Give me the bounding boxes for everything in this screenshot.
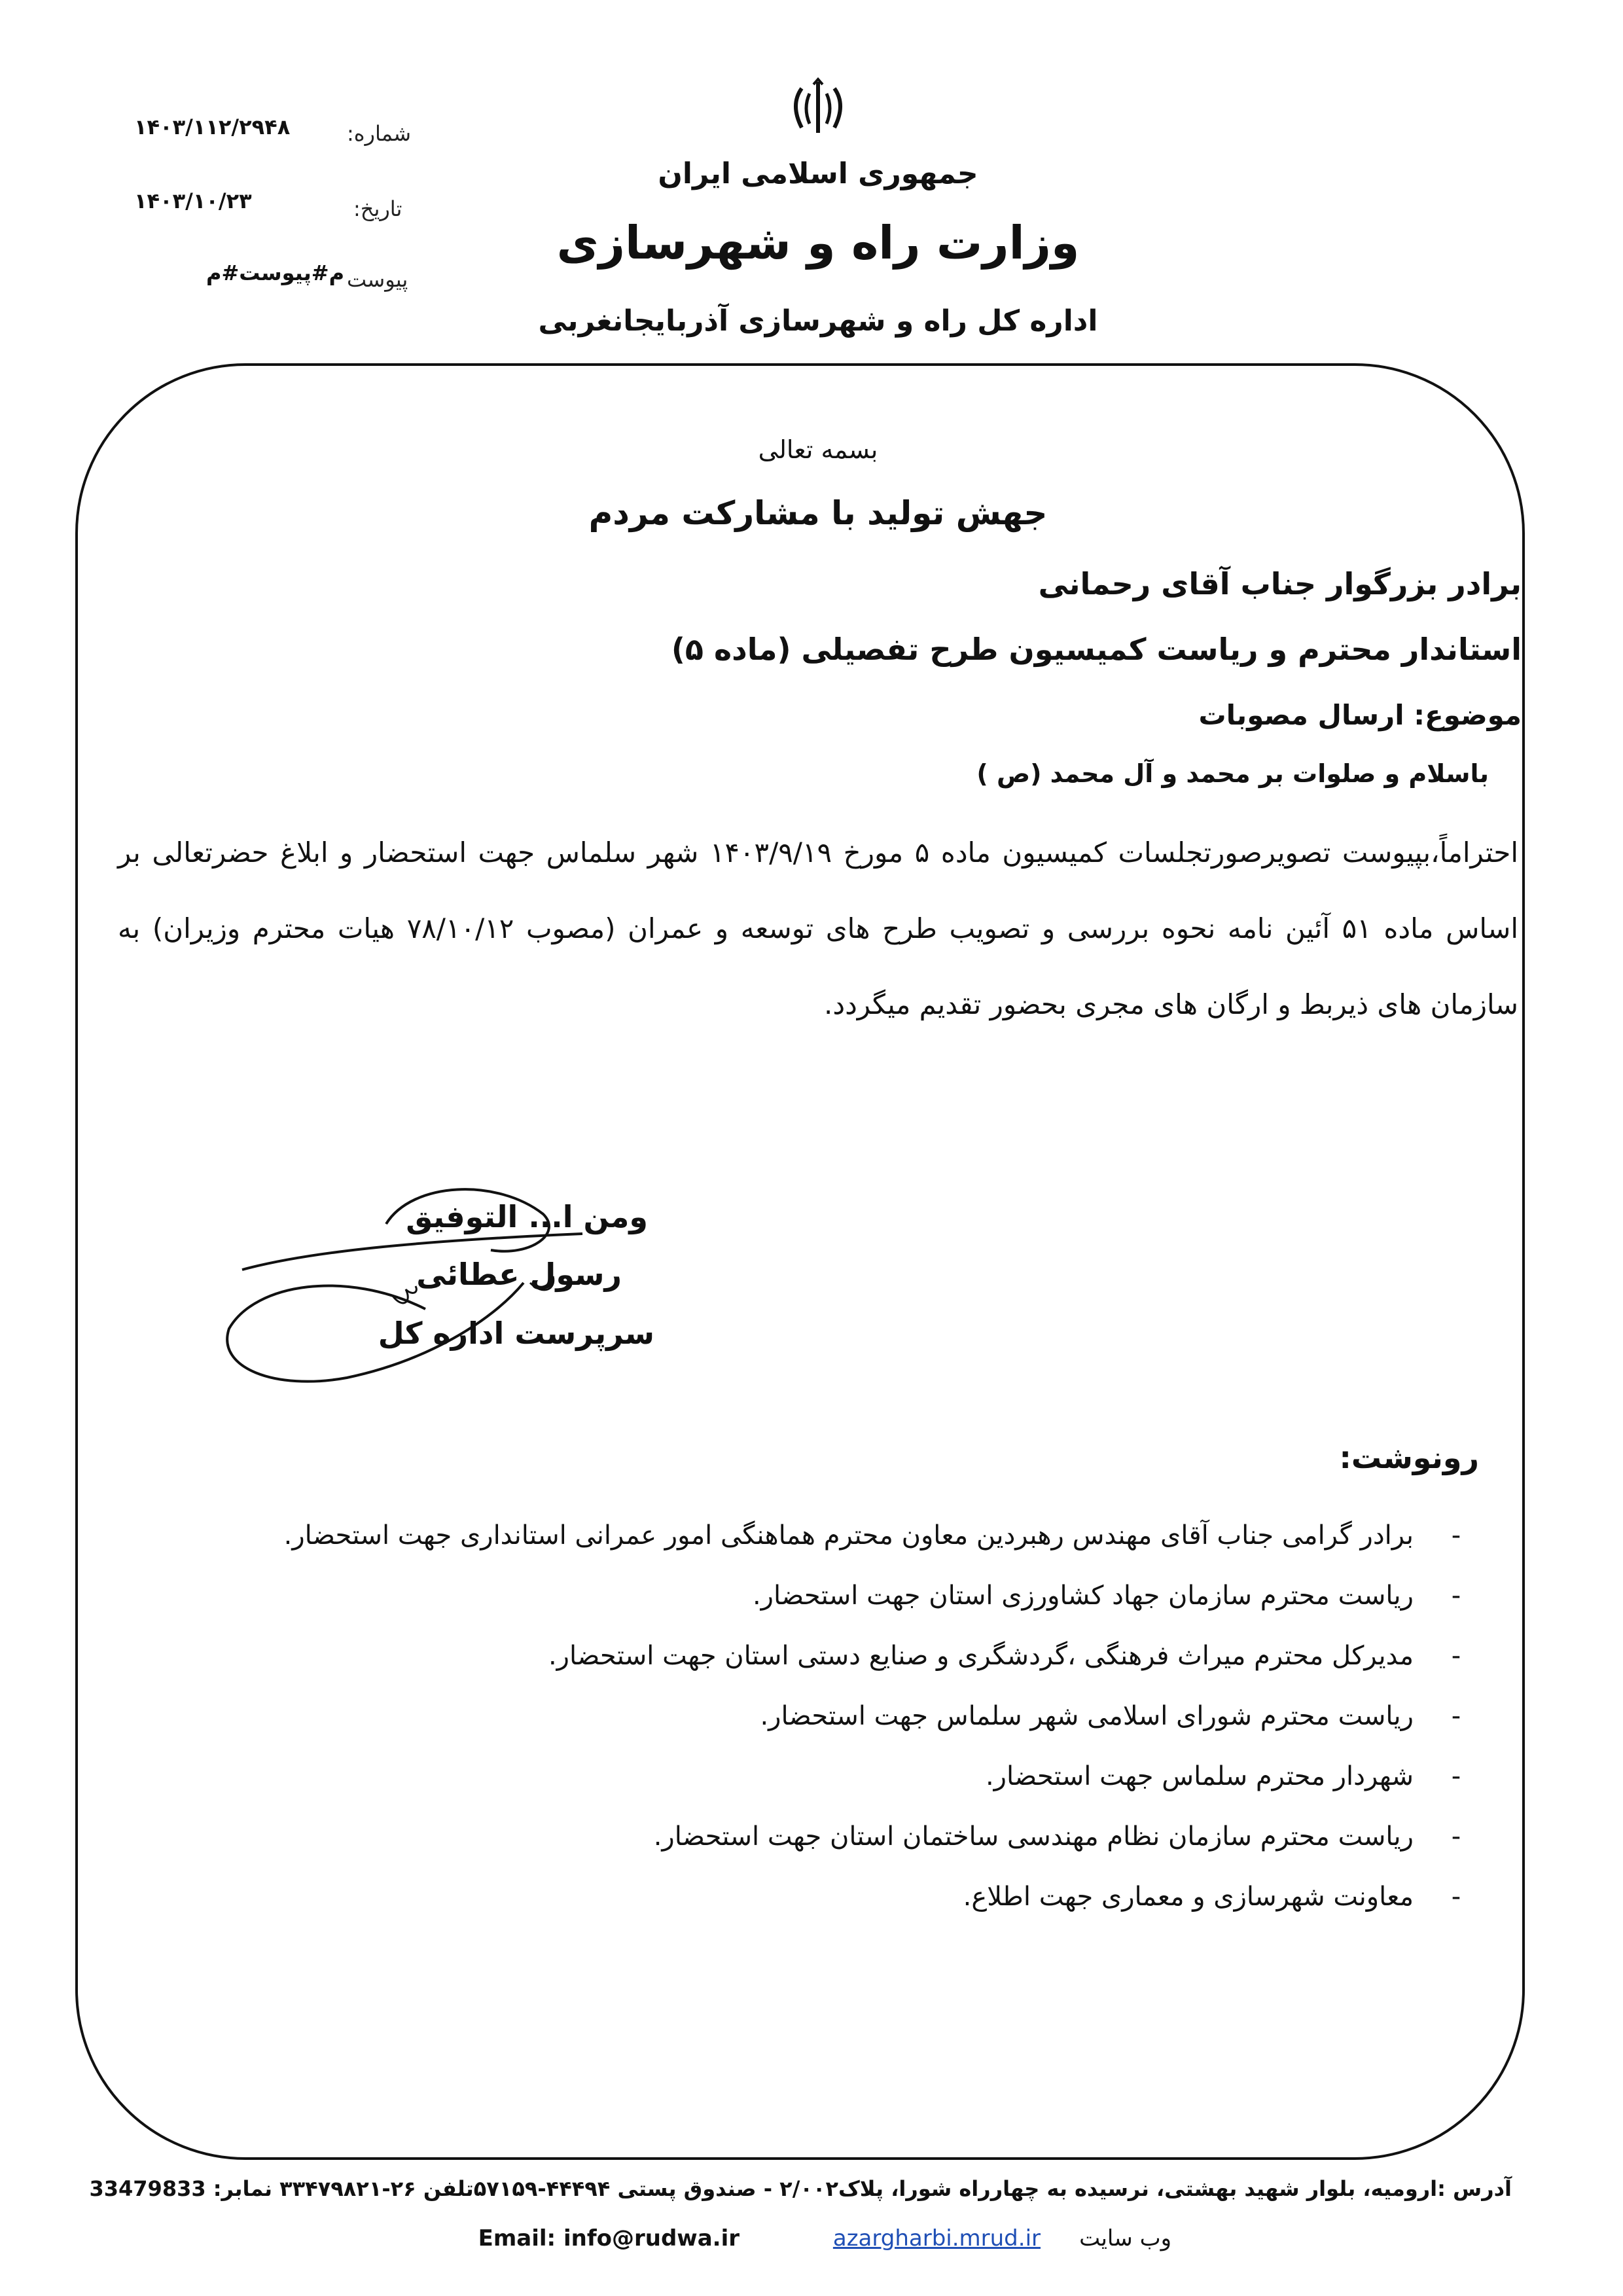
list-item: -شهردار محترم سلماس جهت استحضار.	[229, 1746, 1472, 1806]
basmala: بسمه تعالی	[758, 435, 878, 464]
signature-closing: ومن ا... التوفیق	[406, 1199, 648, 1234]
slogan: جهش تولید با مشارکت مردم	[588, 494, 1048, 532]
email-address[interactable]: Email: info@rudwa.ir	[478, 2225, 740, 2251]
signatory-name: رسول عطائی	[416, 1257, 622, 1292]
letter-body: احتراماً،بپیوست تصویرصورتجلسات کمیسیون ماده ۵ مورخ ۱۴۰۳/۹/۱۹ شهر سلماس جهت استحضار و ابلاغ حضرتعالی بر اساس ماده ۵۱ آئین نامه نحوه بررسی و تصویب طرح های توسعه و عمران (مصوب ۷۸/۱۰/۱۲ هیات محترم وزیران) به سازمان های ذیربط و ارگان های مجری بحضور تقدیم میگردد.	[118, 836, 1519, 1020]
attachment-label: پیوست	[347, 267, 408, 292]
list-item: -معاونت شهرسازی و معماری جهت اطلاع.	[229, 1867, 1472, 1927]
republic-title: جمهوری اسلامی ایران	[658, 157, 978, 190]
cc-dash: -	[1451, 1701, 1461, 1731]
iran-emblem-icon	[782, 75, 854, 141]
list-item: -مدیرکل محترم میراث فرهنگی ،گردشگری و صنایع دستی استان جهت استحضار.	[229, 1626, 1472, 1686]
cc-dash: -	[1451, 1821, 1461, 1852]
list-item: -ریاست محترم سازمان جهاد کشاورزی استان جهت استحضار.	[229, 1566, 1472, 1626]
list-item: -برادر گرامی جناب آقای مهندس رهبردین معاون محترم هماهنگی امور عمرانی استانداری جهت استحضار.	[229, 1505, 1472, 1566]
signatory-title: سرپرست اداره کل	[378, 1316, 654, 1351]
number-value: ۱۴۰۳/۱۱۲/۲۹۴۸	[134, 115, 291, 139]
addressee-line-2: استاندار محترم و ریاست کمیسیون طرح تفصیلی (ماده ۵)	[671, 632, 1522, 667]
ministry-title: وزارت راه و شهرسازی	[556, 216, 1080, 270]
list-item: -ریاست محترم سازمان نظام مهندسی ساختمان استان جهت استحضار.	[229, 1806, 1472, 1867]
attachment-value: م#پیوست#م	[206, 260, 345, 285]
footer-address: آدرس :ارومیه، بلوار شهید بهشتی، نرسیده به چهارراه شورا، پلاک۲/۰۰۲ - صندوق پستی ۴۴۴۹۴-۵۷۱۵۹تلفن ۲۶-۳۳۴۷۹۸۲۱ نمابر: 33479833	[89, 2176, 1512, 2201]
cc-dash: -	[1451, 1520, 1461, 1551]
website-link[interactable]: azargharbi.mrud.ir	[832, 2225, 1041, 2251]
date-value: ۱۴۰۳/۱۰/۲۳	[134, 188, 252, 213]
greeting: باسلام و صلوات بر محمد و آل محمد (ص )	[976, 759, 1489, 788]
list-item: -ریاست محترم شورای اسلامی شهر سلماس جهت استحضار.	[229, 1686, 1472, 1746]
addressee-line-1: برادر بزرگوار جناب آقای رحمانی	[1038, 566, 1522, 601]
date-label: تاریخ:	[353, 196, 402, 221]
cc-dash: -	[1451, 1641, 1461, 1671]
website-label: وب سایت	[1079, 2225, 1171, 2251]
cc-dash: -	[1451, 1581, 1461, 1611]
cc-title: رونوشت:	[1339, 1440, 1479, 1475]
cc-dash: -	[1451, 1761, 1461, 1791]
cc-list	[229, 1505, 1472, 1927]
subject: موضوع: ارسال مصوبات	[1198, 699, 1522, 731]
cc-dash: -	[1451, 1882, 1461, 1912]
number-label: شماره:	[347, 121, 412, 146]
office-title: اداره کل راه و شهرسازی آذربایجانغربی	[538, 304, 1098, 338]
